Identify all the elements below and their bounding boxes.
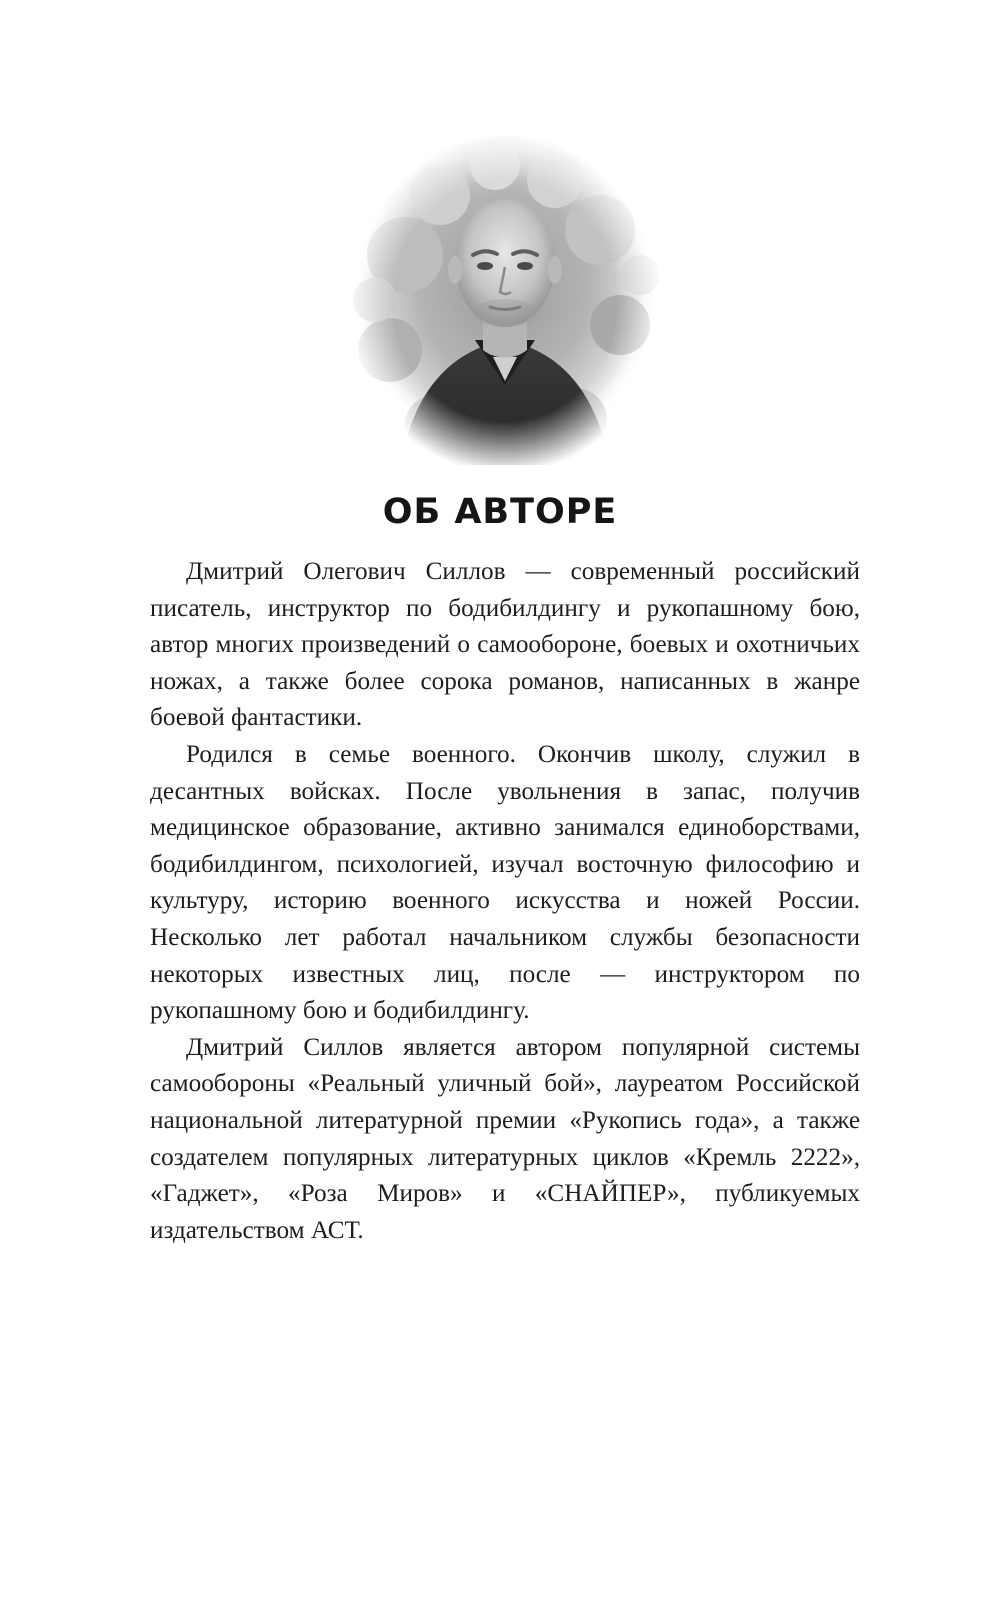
biography-paragraph: Дмитрий Силлов является автором популярной системы самообороны «Реальный уличный бой», лауреатом Российской национальной литературной премии «Рукопись года», а также создателем популярных литературных циклов «Кремль 2222», «Гаджет», «Роза Миров» и «СНАЙПЕР», публикуемых издательством АСТ.: [150, 1033, 860, 1244]
biography-paragraph: Дмитрий Олегович Силлов — современный российский писатель, инструктор по бодибилдингу и рукопашному бою, автор многих произведений о самообороне, боевых и охотничьих ножах, а также более сорока романов, написанных в жанре боевой фантастики.: [150, 558, 860, 732]
author-biography: [150, 554, 860, 1249]
biography-paragraph: Родился в семье военного. Окончив школу, служил в десантных войсках. После увольнения в запас, получив медицинское образование, активно занимался единоборствами, бодибилдингом, психологией, изучал восточную философию и культуру, историю военного искусства и ножей России. Несколько лет работал начальником службы безопасности некоторых известных лиц, после — инструктором по рукопашному бою и бодибилдингу.: [150, 740, 860, 1025]
section-title: ОБ АВТОРЕ: [382, 492, 618, 532]
author-portrait: [345, 135, 665, 480]
